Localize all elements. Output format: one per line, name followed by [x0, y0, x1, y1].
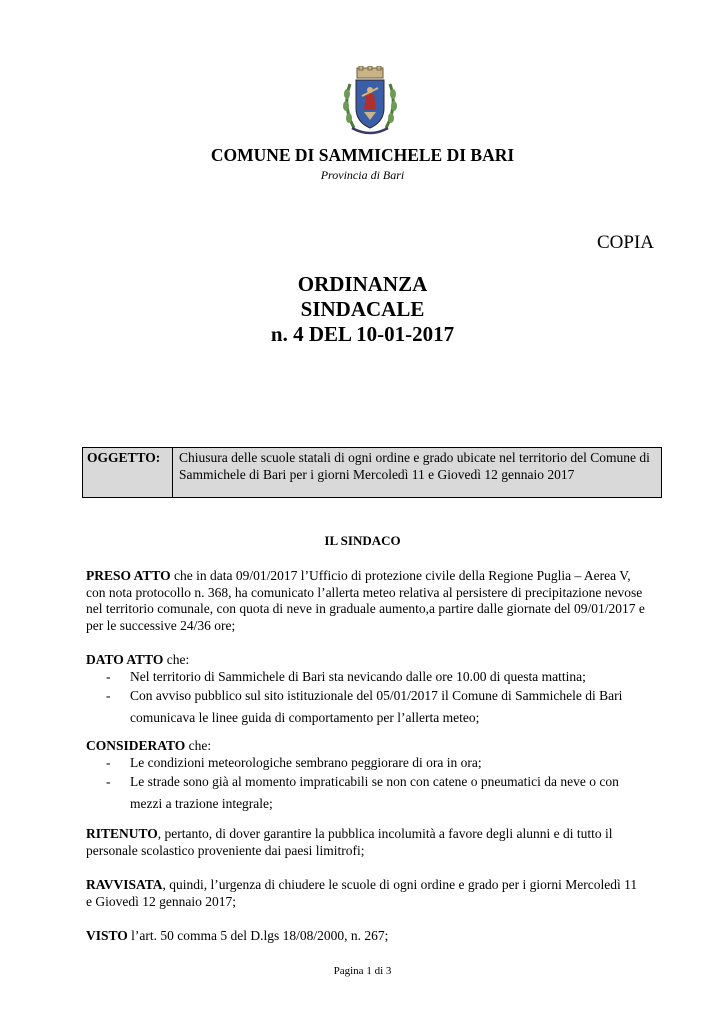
dato-atto-lead: DATO ATTO	[86, 652, 164, 667]
ravvisata-paragraph	[86, 877, 646, 910]
ritenuto-paragraph	[86, 826, 646, 859]
document-number-date: n. 4 DEL 10-01-2017	[270, 322, 455, 346]
preso-atto-paragraph	[86, 568, 646, 634]
ravvisata-lead: RAVVISATA	[86, 877, 163, 892]
list-item-text: Le strade sono già al momento impraticabili se non con catene o pneumatici da neve o con mezzi a trazione integrale;	[130, 774, 619, 811]
municipality-name: COMUNE DI SAMMICHELE DI BARI	[210, 145, 515, 165]
ritenuto-lead: RITENUTO	[86, 826, 158, 841]
list-item-text: Le condizioni meteorologiche sembrano peggiorare di ora in ora;	[130, 754, 482, 770]
preso-atto-lead: PRESO ATTO	[86, 568, 171, 583]
list-item-text: Nel territorio di Sammichele di Bari sta nevicando dalle ore 10.00 di questa mattina;	[130, 668, 586, 684]
subject-text: Chiusura delle scuole statali di ogni ordine e grado ubicate nel territorio del Comune di Sammichele di Bari per i giorni Mercoledì 11 e Giovedì 12 gennaio 2017	[179, 450, 650, 482]
municipal-crest	[340, 66, 400, 140]
subject-label: OGGETTO:	[83, 448, 173, 497]
mayor-heading: IL SINDACO	[324, 533, 401, 548]
dato-atto-paragraph	[86, 652, 646, 729]
subject-box	[82, 447, 662, 498]
considerato-paragraph	[86, 738, 646, 815]
list-marker: -	[106, 774, 111, 789]
ritenuto-text: , pertanto, di dover garantire la pubblica incolumità a favore degli alunni e di tutto il personale scolastico proveniente dai paesi limitrofi;	[86, 826, 613, 858]
visto-lead: VISTO	[86, 928, 128, 943]
list-item	[86, 755, 646, 772]
document-title-line-1: ORDINANZA	[297, 272, 428, 296]
preso-atto-text: che in data 09/01/2017 l’Ufficio di protezione civile della Regione Puglia – Aerea V, con nota protocollo n. 368, ha comunicato l’allerta meteo relativa al persistere di precipitazione nevose nel territorio comunale, con quota di neve in graduale aumento,a partire dalle giornate del 09/01/2017 e per le successive 24/36 ore;	[86, 568, 645, 633]
dato-atto-suffix: che:	[163, 652, 190, 667]
copy-label: COPIA	[596, 232, 654, 253]
list-marker: -	[106, 688, 111, 703]
list-item	[86, 669, 646, 686]
page-number: Pagina 1 di 3	[333, 965, 392, 977]
visto-paragraph	[86, 928, 646, 945]
visto-text: l’art. 50 comma 5 del D.lgs 18/08/2000, n. 267;	[127, 928, 389, 943]
list-marker: -	[106, 754, 111, 770]
list-item	[86, 685, 646, 729]
ravvisata-text: , quindi, l’urgenza di chiudere le scuole di ogni ordine e grado per i giorni Mercoledì 11 e Giovedì 12 gennaio 2017;	[86, 877, 638, 909]
list-item	[86, 771, 646, 815]
document-title-line-2: SINDACALE	[300, 297, 425, 321]
list-item-text: Con avviso pubblico sul sito istituzionale del 05/01/2017 il Comune di Sammichele di Bari comunicava le linee guida di comportamento per l’allerta meteo;	[130, 688, 623, 725]
province-name: Provincia di Bari	[320, 168, 405, 182]
list-marker: -	[106, 668, 111, 684]
considerato-lead: CONSIDERATO	[86, 738, 186, 753]
considerato-suffix: che:	[185, 738, 212, 753]
